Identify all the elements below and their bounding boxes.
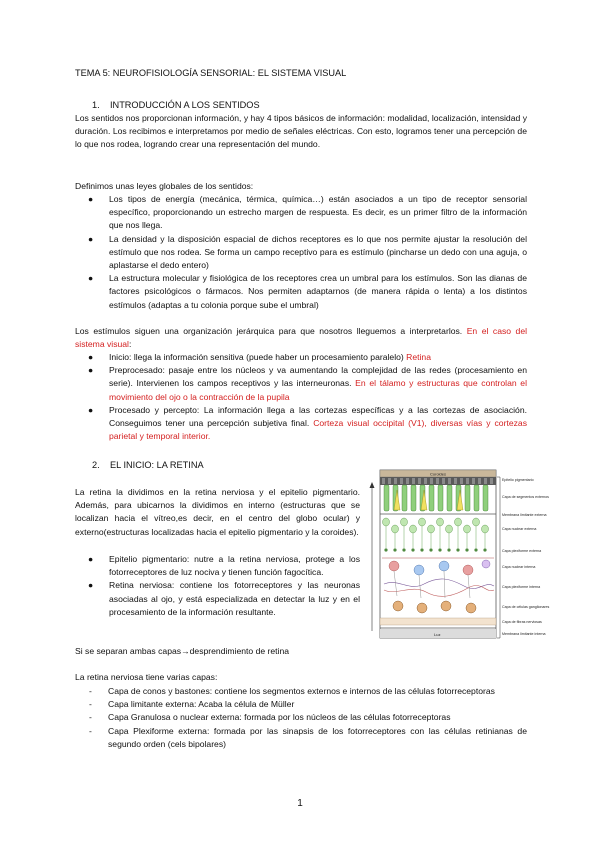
svg-text:Capa nuclear interna: Capa nuclear interna xyxy=(502,565,536,569)
stage-item: ● Inicio: llega la información sensitiva (puede haber un procesamiento paralelo) Retina xyxy=(88,352,431,362)
section-1-title: INTRODUCCIÓN A LOS SENTIDOS xyxy=(110,100,260,110)
svg-text:Epitelio pigmentario: Epitelio pigmentario xyxy=(502,478,534,482)
organization-paragraph: Los estímulos siguen una organización jerárquica para que nosotros lleguemos a interpretarlos. En el caso del sistema visual: xyxy=(75,326,528,350)
laws-list xyxy=(75,193,527,312)
svg-text:Membrana limitante interna: Membrana limitante interna xyxy=(502,632,546,636)
section-2-heading xyxy=(92,460,204,470)
retina-part-item: ● Retina nerviosa: contiene los fotorreceptores y las neuronas asociadas al ojo, y está especializada en detectar la luz y en el procesamiento de la información resultante. xyxy=(88,580,360,617)
svg-text:Capa plexiforme interna: Capa plexiforme interna xyxy=(502,585,541,589)
section-1-intro: Los sentidos nos proporcionan información, y hay 4 tipos básicos de información: modalidad, localización, intensidad y duración. Los recibimos e interpretamos por medio de señales eléctricas. Con esto, logramos tener una percepción de lo que nos rodea, logrando crear una representación del mundo. xyxy=(75,113,527,150)
layer-item: - Capa Plexiforme externa: formada por las sinapsis de los fotorreceptores con las células retinianas de segundo orden (cels bipolares) xyxy=(89,725,527,749)
layers-list xyxy=(75,685,527,751)
section-1-heading xyxy=(92,100,260,110)
svg-text:Capa de segmentos externos: Capa de segmentos externos xyxy=(502,495,549,499)
svg-text:Capa de fibras nerviosas: Capa de fibras nerviosas xyxy=(502,620,542,624)
retina-layers-diagram xyxy=(364,466,550,652)
stage-item: ● Preprocesado: pasaje entre los núcleos y va aumentando la complejidad de las redes (procesamiento en serie). Intervienen los campos receptivos y las interneuronas. En el tálamo y estructuras que controlan el movimiento del ojo o la contracción de la pupila xyxy=(88,365,527,402)
section-2-title: EL INICIO: LA RETINA xyxy=(110,460,204,470)
light-label: Luz xyxy=(434,632,441,637)
laws-intro: Definimos unas leyes globales de los sentidos: xyxy=(75,181,254,191)
law-item: ● Los tipos de energía (mecánica, térmica, química…) están asociados a un tipo de receptor sensorial específico, proporcionando un estrecho margen de respuesta. Es decir, es un primer filtro de la información que nos llega. xyxy=(88,194,527,231)
law-item: ● La estructura molecular y fisiológica de los receptores crea un umbral para los estímulos. Son las dianas de factores psicológicos o fármacos. Nos permiten adaptarnos (de manera rápida o lenta) a los distintos estímulos (adaptas a tu colonia porque sube el umbral) xyxy=(88,273,527,310)
page-number: 1 xyxy=(297,798,303,809)
choroid-label: Coroides xyxy=(430,471,447,477)
document-title: TEMA 5: NEUROFISIOLOGÍA SENSORIAL: EL SISTEMA VISUAL xyxy=(75,68,347,78)
layer-item: - Capa Granulosa o nuclear externa: formada por los núcleos de las células fotorreceptoras xyxy=(89,712,451,723)
stages-list xyxy=(75,351,527,443)
retina-parts-list xyxy=(75,553,360,619)
section-2-intro: La retina la dividimos en la retina nerviosa y el epitelio pigmentario. Además, para ubicarnos la dividimos en interno (estructuras que se localizan hacia el vítreo,es decir, en el centro del globo ocular) y externo(estructuras localizadas hacia el epitelio pigmentario y la coroides). xyxy=(75,487,360,537)
detachment-note: Si se separan ambas capas→desprendimiento de retina xyxy=(75,646,290,656)
section-2-number: 2. xyxy=(92,460,100,470)
layer-item: - Capa de conos y bastones: contiene los segmentos externos e internos de las células fotorreceptoras xyxy=(89,686,495,696)
svg-text:Capa nuclear externa: Capa nuclear externa xyxy=(502,527,537,531)
nerve-fiber-layer xyxy=(380,618,496,625)
law-item: ● La densidad y la disposición espacial de dichos receptores es lo que nos permite ajustar la resolución del estímulo que nos rodea. Se forma un campo receptivo para es estímulo (pincharse un dedo con una aguja, o aplastarse el dedo entero) xyxy=(88,233,527,271)
svg-text:Capa plexiforme externa: Capa plexiforme externa xyxy=(502,549,542,553)
retina-part-item: ● Epitelio pigmentario: nutre a la retina nerviosa, protege a los fotorreceptores de luz nociva y tienen función fagocítica. xyxy=(88,554,360,578)
svg-text:Capa de células ganglionares: Capa de células ganglionares xyxy=(502,605,550,609)
section-1-number: 1. xyxy=(92,100,100,110)
stage-item: ● Procesado y percepto: La información llega a las cortezas específicas y a las cortezas de asociación. Conseguimos tener una percepción subjetiva final. Corteza visual occipital (V1), diversas vías y cortezas parietal y temporal interior. xyxy=(88,404,527,442)
layers-intro: La retina nerviosa tiene varias capas: xyxy=(75,672,218,682)
organization-highlight: En el caso del sistema visual xyxy=(75,326,528,350)
svg-text:Membrana limitante externa: Membrana limitante externa xyxy=(502,513,547,517)
layer-item: - Capa limitante externa: Acaba la célula de Müller xyxy=(89,699,295,710)
